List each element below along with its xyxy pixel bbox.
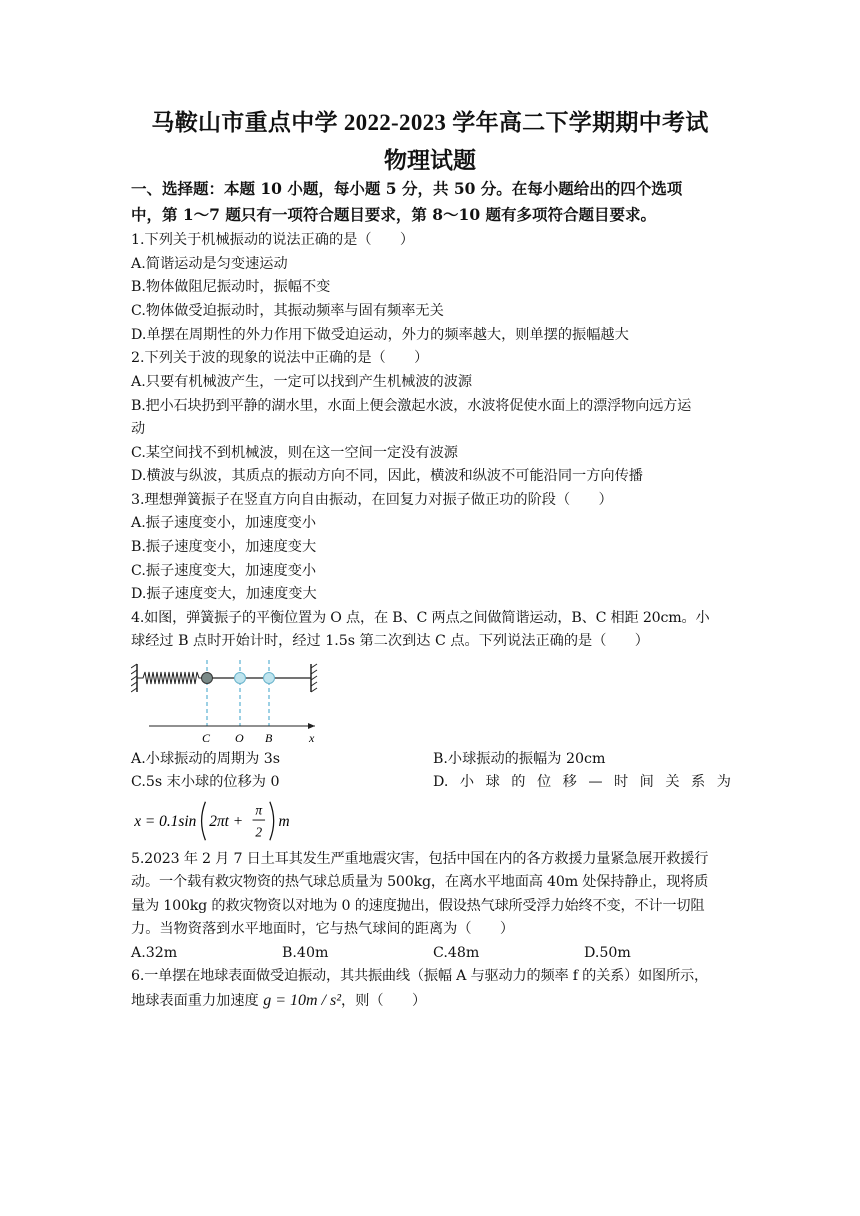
question-4-stem: 4.如图，弹簧振子的平衡位置为 O 点，在 B、C 两点之间做简谐运动，B、C 相距 20cm。小	[131, 610, 710, 626]
question-1-option-a: A.简谐运动是匀变速运动	[131, 256, 288, 272]
question-3-stem: 3.理想弹簧振子在竖直方向自由振动，在回复力对振子做正功的阶段（ ）	[131, 492, 613, 508]
question-3-option-d: D.振子速度变大，加速度变大	[131, 586, 317, 602]
question-4-option-a: A.小球振动的周期为 3s	[131, 751, 281, 767]
formula-inner: 2πt +	[209, 812, 244, 830]
question-5-line1: 5.2023 年 2 月 7 日土耳其发生严重地震灾害，包括中国在内的各方救援力量紧急展开救援行	[131, 851, 709, 867]
formula-denominator: 2	[255, 824, 263, 840]
question-2-option-a: A.只要有机械波产生，一定可以找到产生机械波的波源	[131, 374, 473, 390]
gravity-value: g = 10m / s²	[263, 992, 342, 1009]
left-wall-hatching	[131, 664, 137, 692]
question-3-option-a: A.振子速度变小，加速度变小	[131, 515, 317, 531]
spring-oscillator-diagram	[131, 656, 331, 746]
option-d-word: 关	[665, 774, 680, 790]
question-1-stem: 1.下列关于机械振动的说法正确的是（ ）	[131, 232, 415, 248]
option-d-word: 为	[716, 774, 731, 790]
question-2-option-c: C.某空间找不到机械波，则在这一空间一定没有波源	[131, 445, 458, 461]
option-d-word: 时	[613, 774, 629, 790]
option-d-word: D.	[433, 774, 449, 790]
label-b: B	[265, 731, 273, 745]
question-5-line4: 力。当物资落到水平地面时，它与热气球间的距离为（ ）	[131, 921, 515, 937]
question-6-line2-text: 地球表面重力加速度	[131, 993, 264, 1009]
question-2-option-b: B.把小石块扔到平静的湖水里，水面上便会激起水波，水波将促使水面上的漂浮物向远方运	[131, 398, 692, 414]
option-d-word: 小	[459, 774, 475, 790]
question-3-option-c: C.振子速度变大，加速度变小	[131, 563, 317, 579]
formula-lhs: x = 0.1sin	[134, 812, 197, 830]
question-6-line1: 6.一单摆在地球表面做受迫振动，其共振曲线（振幅 A 与驱动力的频率 f 的关系）如图所示，	[131, 968, 709, 984]
subject-title: 物理试题	[384, 148, 476, 173]
ball-at-o	[235, 673, 246, 684]
option-d-word: 系	[691, 774, 706, 790]
question-5-option-d: D.50m	[584, 945, 631, 961]
question-3-option-b: B.振子速度变小，加速度变大	[131, 539, 317, 555]
spring	[137, 672, 203, 684]
question-2-option-b-cont: 动	[131, 421, 146, 437]
label-x: x	[309, 731, 315, 745]
ball-at-c	[202, 673, 213, 684]
section-header-line1: 一、选择题：本题 10 小题，每小题 5 分，共 50 分。在每小题给出的四个选项	[131, 179, 683, 198]
question-5-line3: 量为 100kg 的救灾物资以对地为 0 的速度抛出，假设热气球所受浮力始终不变，不计一切阻	[131, 898, 705, 914]
question-4-option-d	[433, 772, 731, 792]
question-4-stem-cont: 球经过 B 点时开始计时，经过 1.5s 第二次到达 C 点。下列说法正确的是（ ）	[131, 633, 649, 649]
right-wall-hatching	[311, 664, 317, 692]
question-2-stem: 2.下列关于波的现象的说法中正确的是（ ）	[131, 350, 429, 366]
question-4-option-b: B.小球振动的振幅为 20cm	[433, 751, 606, 767]
displacement-formula	[131, 796, 301, 846]
question-2-option-d: D.横波与纵波，其质点的振动方向不同，因此，横波和纵波不可能沿同一方向传播	[131, 468, 643, 484]
right-paren	[270, 802, 274, 840]
formula-numerator: π	[255, 802, 263, 818]
option-d-word: 的	[511, 774, 526, 790]
formula-unit: m	[278, 812, 290, 830]
exam-title: 马鞍山市重点中学 2022-2023 学年高二下学期期中考试	[151, 110, 709, 135]
label-c: C	[202, 731, 211, 745]
question-5-option-c: C.48m	[433, 945, 480, 961]
question-4-option-c: C.5s 末小球的位移为 0	[131, 774, 280, 790]
question-5-line2: 动。一个载有救灾物资的热气球总质量为 500kg，在离水平地面高 40m 处保持静止，现将质	[131, 874, 709, 890]
option-d-word: —	[588, 774, 603, 790]
option-d-word: 间	[639, 774, 654, 790]
question-1-option-d: D.单摆在周期性的外力作用下做受迫运动，外力的频率越大，则单摆的振幅越大	[131, 327, 629, 343]
question-1-option-c: C.物体做受迫振动时，其振动频率与固有频率无关	[131, 303, 444, 319]
section-header-line2: 中，第 1～7 题只有一项符合题目要求，第 8～10 题有多项符合题目要求。	[131, 205, 657, 224]
question-6-line2	[131, 991, 426, 1011]
x-axis-arrow	[308, 723, 315, 729]
left-paren	[202, 802, 206, 840]
option-d-word: 位	[536, 774, 552, 790]
question-6-line2-end: ，则（ ）	[341, 993, 427, 1009]
ball-at-b	[264, 673, 275, 684]
option-d-word: 球	[485, 774, 500, 790]
question-1-option-b: B.物体做阻尼振动时，振幅不变	[131, 279, 331, 295]
question-5-option-b: B.40m	[282, 945, 329, 961]
label-o: O	[235, 731, 244, 745]
question-5-option-a: A.32m	[131, 945, 178, 961]
option-d-word: 移	[562, 774, 577, 790]
